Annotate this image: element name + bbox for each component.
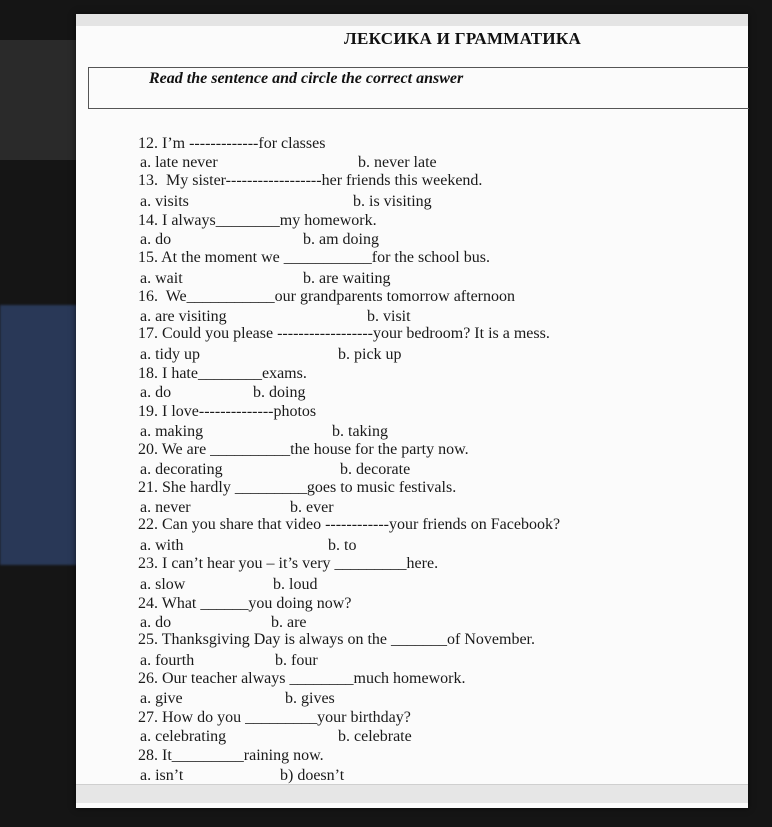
option-b[interactable]: b. are xyxy=(271,614,307,631)
option-a[interactable]: a. do xyxy=(140,231,172,248)
option-a[interactable]: a. give xyxy=(140,690,183,707)
option-a[interactable]: a. decorating xyxy=(140,461,223,478)
instruction-text: Read the sentence and circle the correct answer xyxy=(149,70,464,87)
option-b[interactable]: b. to xyxy=(328,537,357,554)
question-text: 17. Could you please ------------------your bedroom? It is a mess. xyxy=(138,325,550,342)
option-b[interactable]: b) doesn’t xyxy=(280,767,345,784)
option-a[interactable]: a. wait xyxy=(140,270,183,287)
question-text: 15. At the moment we ___________for the school bus. xyxy=(138,249,490,266)
option-a[interactable]: a. never xyxy=(140,499,191,516)
option-b[interactable]: b. four xyxy=(275,652,318,669)
toolbar-strip xyxy=(76,14,748,26)
question-text: 23. I can’t hear you – it’s very _________here. xyxy=(138,555,439,572)
question-text: 19. I love--------------photos xyxy=(138,403,317,420)
option-a[interactable]: a. tidy up xyxy=(140,346,200,363)
question-text: 14. I always________my homework. xyxy=(138,212,377,229)
option-a[interactable]: a. visits xyxy=(140,193,189,210)
option-b[interactable]: b. doing xyxy=(253,384,306,401)
option-a[interactable]: a. isn’t xyxy=(140,767,184,784)
question-text: 27. How do you _________your birthday? xyxy=(138,709,411,726)
question-text: 22. Can you share that video ------------your friends on Facebook? xyxy=(138,516,561,533)
instruction-box xyxy=(88,67,749,109)
option-b[interactable]: b. visit xyxy=(367,308,411,325)
option-a[interactable]: a. do xyxy=(140,614,172,631)
option-a[interactable]: a. making xyxy=(140,423,204,440)
question-text: 25. Thanksgiving Day is always on the _______of November. xyxy=(138,631,535,648)
option-b[interactable]: b. pick up xyxy=(338,346,402,363)
question-text: 20. We are __________the house for the party now. xyxy=(138,441,469,458)
option-a[interactable]: a. with xyxy=(140,537,184,554)
option-a[interactable]: a. fourth xyxy=(140,652,195,669)
option-b[interactable]: b. ever xyxy=(290,499,334,516)
question-text: 28. It_________raining now. xyxy=(138,747,324,764)
question-text: 18. I hate________exams. xyxy=(138,365,307,382)
question-text: 12. I’m -------------for classes xyxy=(138,135,326,152)
option-b[interactable]: b. am doing xyxy=(303,231,379,248)
option-a[interactable]: a. slow xyxy=(140,576,186,593)
option-b[interactable]: b. gives xyxy=(285,690,335,707)
option-b[interactable]: b. is visiting xyxy=(353,193,432,210)
option-b[interactable]: b. taking xyxy=(332,423,388,440)
option-b[interactable]: b. decorate xyxy=(340,461,411,478)
document-title: ЛЕКСИКА И ГРАММАТИКА xyxy=(344,29,582,48)
option-a[interactable]: a. celebrating xyxy=(140,728,227,745)
option-b[interactable]: b. celebrate xyxy=(338,728,412,745)
option-b[interactable]: b. never late xyxy=(358,154,437,171)
status-bar xyxy=(76,784,748,803)
background-panel xyxy=(0,305,78,565)
question-text: 26. Our teacher always ________much homework. xyxy=(138,670,466,687)
document-page xyxy=(76,14,748,808)
background-window xyxy=(0,40,78,160)
option-b[interactable]: b. are waiting xyxy=(303,270,391,287)
question-text: 24. What ______you doing now? xyxy=(138,595,352,612)
option-a[interactable]: a. are visiting xyxy=(140,308,227,325)
question-text: 16. We___________our grandparents tomorrow afternoon xyxy=(138,288,515,305)
option-a[interactable]: a. do xyxy=(140,384,172,401)
question-text: 13. My sister------------------her friends this weekend. xyxy=(138,172,483,189)
option-b[interactable]: b. loud xyxy=(273,576,318,593)
option-a[interactable]: a. late never xyxy=(140,154,218,171)
question-text: 21. She hardly _________goes to music festivals. xyxy=(138,479,457,496)
